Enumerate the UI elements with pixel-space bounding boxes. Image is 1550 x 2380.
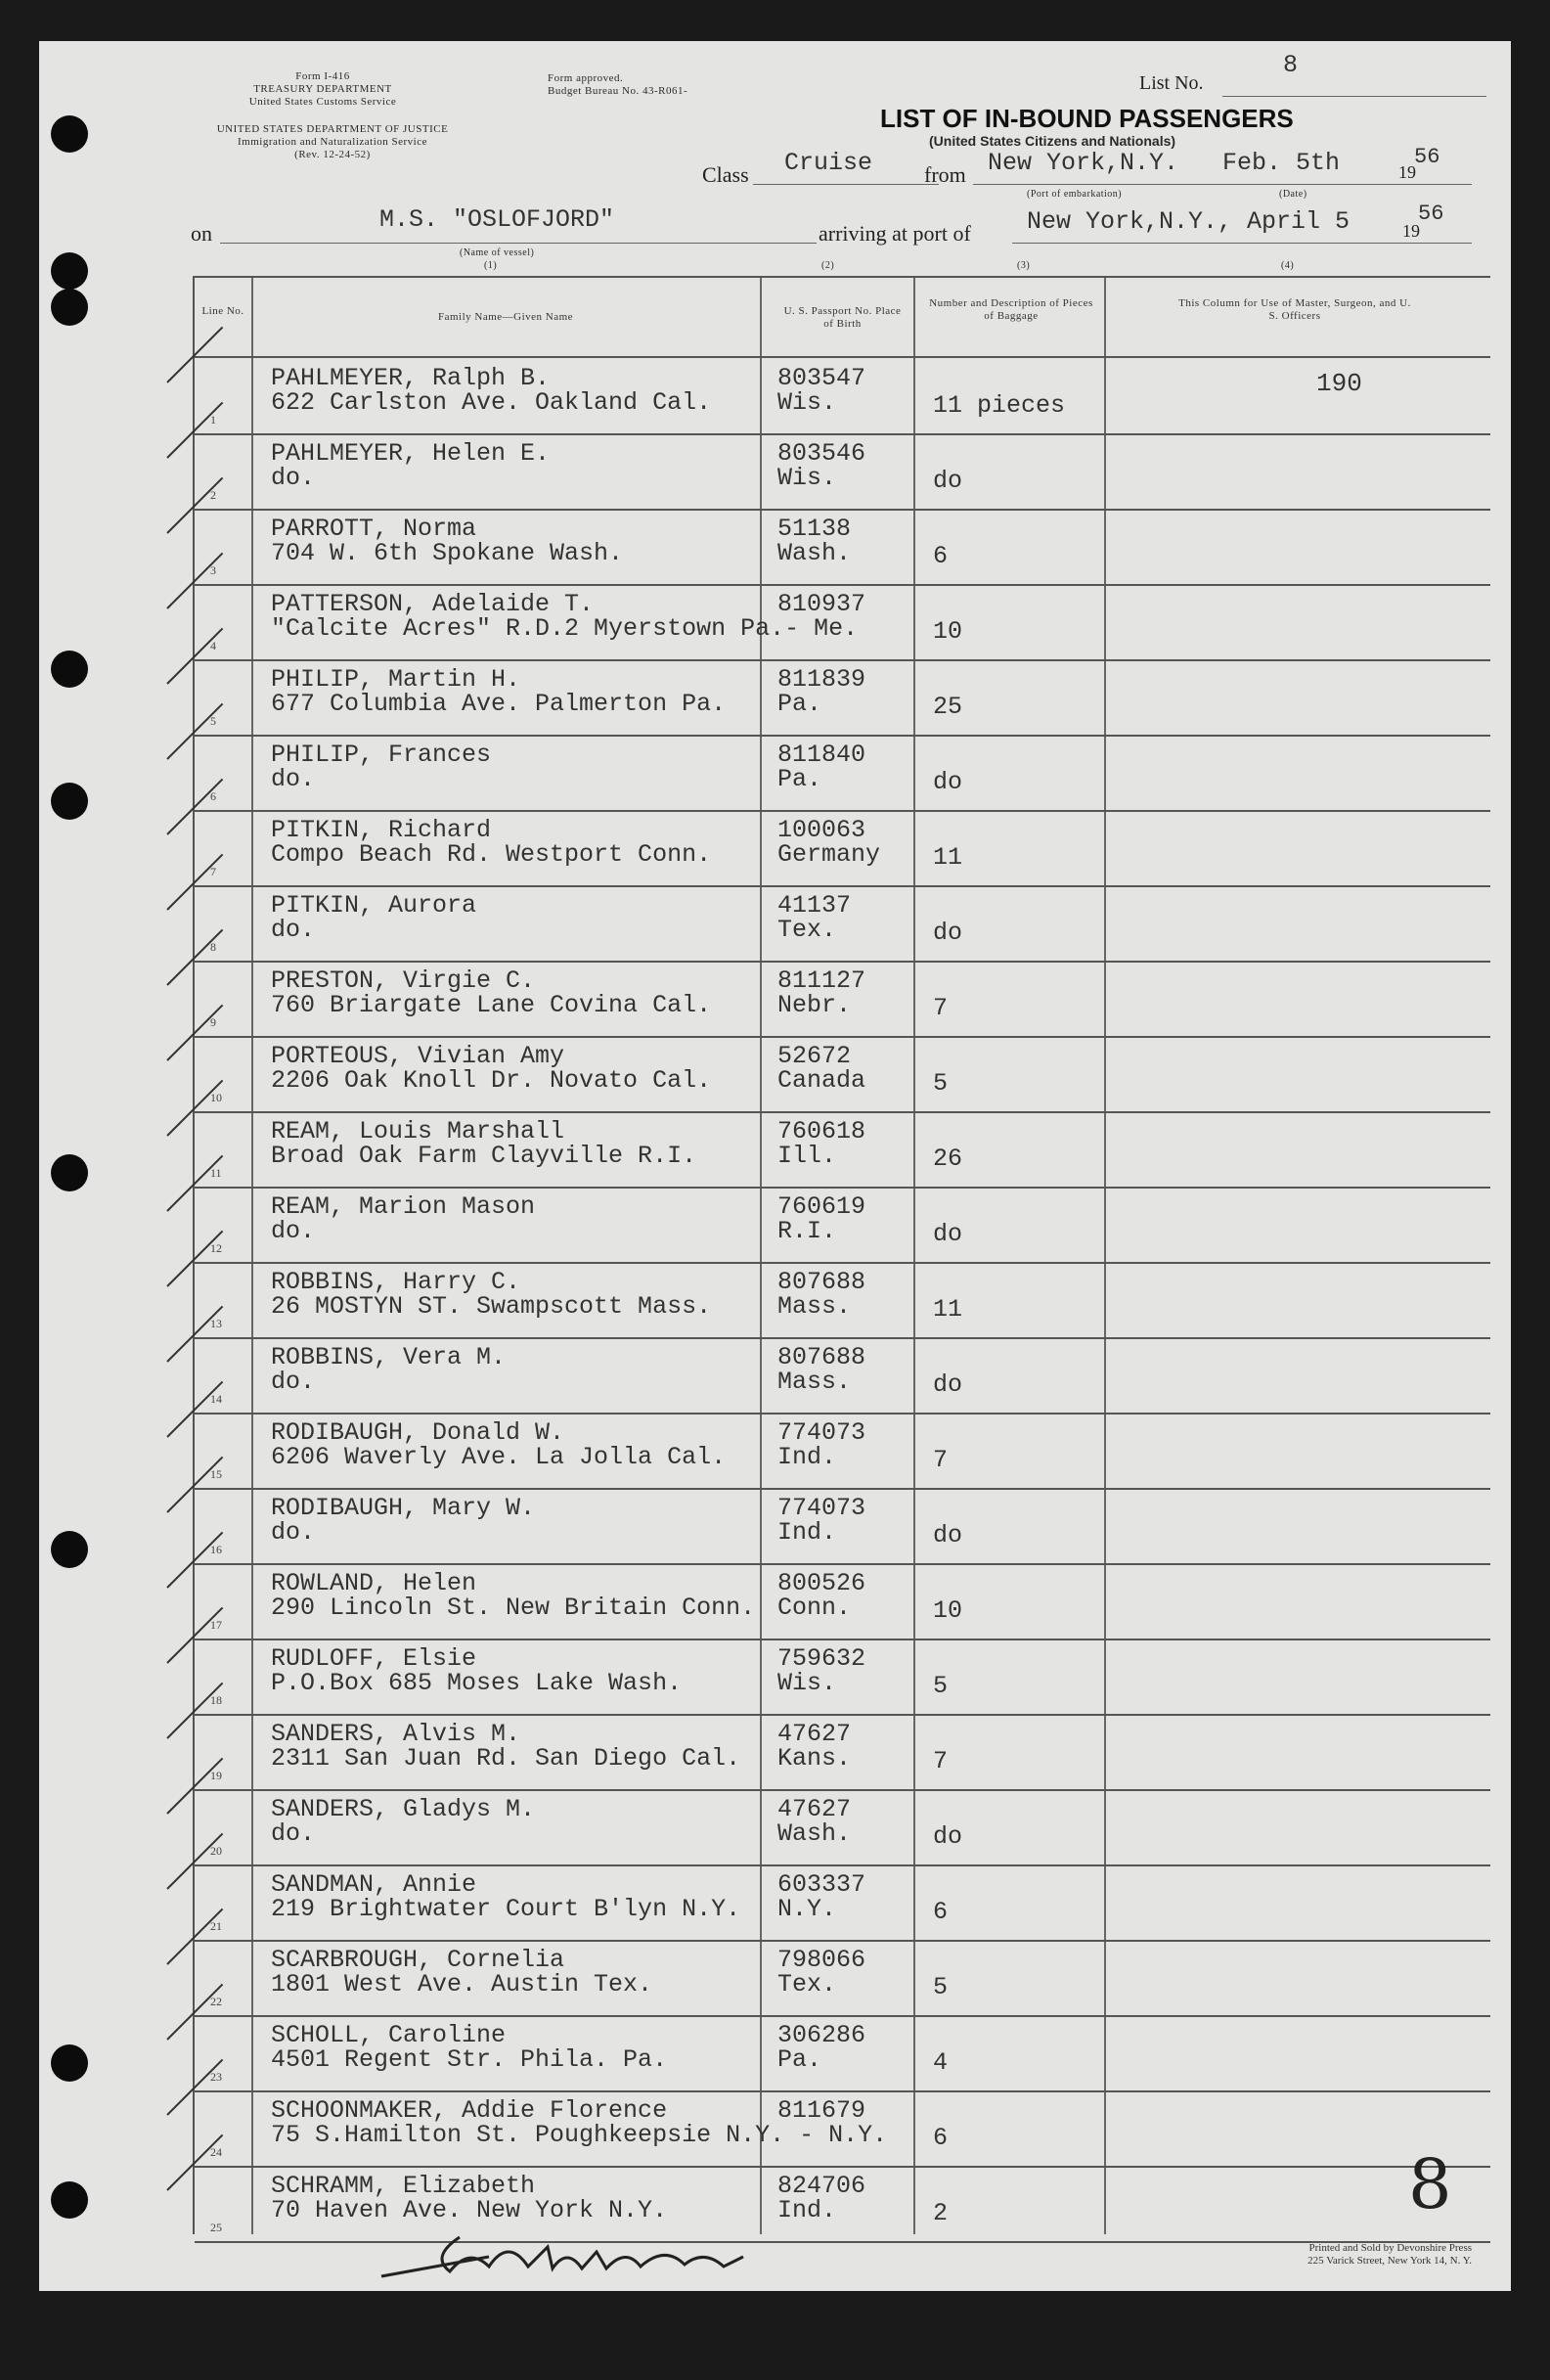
- year1-prefix: 19: [1398, 162, 1416, 182]
- line-number: 18: [210, 1693, 222, 1707]
- port-embark-caption: (Port of embarkation): [1027, 189, 1123, 200]
- class-value: Cruise: [784, 149, 873, 177]
- table-row: [195, 1714, 1490, 1791]
- baggage-count: 5: [933, 1672, 949, 1700]
- passport-number: 100063: [777, 816, 866, 844]
- passenger-address: do.: [271, 765, 316, 793]
- passenger-name: PORTEOUS, Vivian Amy: [271, 1042, 565, 1070]
- form-agency-block: [205, 70, 440, 109]
- departure-date: Feb. 5th: [1222, 149, 1341, 177]
- passenger-address: do.: [271, 1217, 316, 1245]
- passport-number: 47627: [777, 1795, 852, 1823]
- line-number: 20: [210, 1844, 222, 1858]
- place-of-birth: Wis.: [777, 464, 837, 492]
- passport-number: 807688: [777, 1343, 866, 1371]
- passenger-address: do.: [271, 916, 316, 944]
- passport-number: 810937: [777, 590, 866, 618]
- place-of-birth: Wis.: [777, 388, 837, 417]
- table-row: [195, 1864, 1490, 1942]
- table-row: [195, 509, 1490, 586]
- place-of-birth: Tex.: [777, 916, 837, 944]
- table-row: [195, 584, 1490, 661]
- baggage-count: do: [933, 1521, 963, 1549]
- baggage-count: 6: [933, 2124, 949, 2152]
- passport-number: 760619: [777, 1192, 866, 1221]
- year2: 56: [1418, 202, 1444, 226]
- line-number: 22: [210, 1995, 222, 2008]
- table-row: [195, 2015, 1490, 2092]
- passport-number: 807688: [777, 1268, 866, 1296]
- table-row: [195, 1940, 1490, 2017]
- place-of-birth: Ind.: [777, 1443, 837, 1471]
- passenger-name: SANDERS, Gladys M.: [271, 1795, 536, 1823]
- passenger-name: REAM, Louis Marshall: [271, 1117, 565, 1145]
- passenger-address: 1801 West Ave. Austin Tex.: [271, 1970, 653, 1998]
- passport-number: 811127: [777, 966, 866, 995]
- line-number: 21: [210, 1919, 222, 1933]
- passenger-address: 219 Brightwater Court B'lyn N.Y.: [271, 1895, 741, 1923]
- passenger-address: 622 Carlston Ave. Oakland Cal.: [271, 388, 712, 417]
- passport-number: 803547: [777, 364, 866, 392]
- on-label: on: [191, 221, 212, 246]
- place-of-birth: Conn.: [777, 1594, 852, 1622]
- baggage-count: 10: [933, 1596, 963, 1625]
- form-number: Form I-416: [295, 70, 350, 82]
- table-row: [195, 1413, 1490, 1490]
- class-label: Class: [702, 162, 749, 187]
- baggage-count: do: [933, 1822, 963, 1851]
- customs-service: United States Customs Service: [248, 96, 397, 108]
- table-row: [195, 1639, 1490, 1716]
- printer-line2: 225 Varick Street, New York 14, N. Y.: [1307, 2255, 1472, 2267]
- baggage-count: 2: [933, 2199, 949, 2227]
- baggage-count: 6: [933, 542, 949, 570]
- passport-number: 41137: [777, 891, 852, 920]
- from-line: [973, 184, 1472, 185]
- from-port: New York,N.Y.: [988, 149, 1179, 177]
- manifest-sheet: [39, 41, 1511, 2291]
- line-number: 8: [210, 940, 216, 954]
- place-of-birth: Pa.: [777, 2045, 822, 2074]
- passenger-name: ROBBINS, Vera M.: [271, 1343, 507, 1371]
- passenger-name: REAM, Marion Mason: [271, 1192, 536, 1221]
- baggage-count: 7: [933, 1446, 949, 1474]
- passport-number: 759632: [777, 1644, 866, 1673]
- margin-note: 8: [1408, 2144, 1452, 2224]
- col1-marker: (1): [484, 260, 498, 271]
- line-number: 24: [210, 2145, 222, 2159]
- passenger-name: PAHLMEYER, Helen E.: [271, 439, 551, 468]
- passenger-name: RUDLOFF, Elsie: [271, 1644, 477, 1673]
- passenger-address: 26 MOSTYN ST. Swampscott Mass.: [271, 1292, 712, 1321]
- passenger-address: do.: [271, 1819, 316, 1848]
- col3-marker: (3): [1017, 260, 1031, 271]
- passenger-name: ROWLAND, Helen: [271, 1569, 477, 1597]
- passenger-name: RODIBAUGH, Donald W.: [271, 1418, 565, 1447]
- line-number: 11: [210, 1166, 222, 1180]
- passport-number: 603337: [777, 1870, 866, 1899]
- line-number: 4: [210, 639, 216, 652]
- passenger-name: SCHOLL, Caroline: [271, 2021, 507, 2049]
- line-number: 13: [210, 1317, 222, 1330]
- header-officers: This Column for Use of Master, Surgeon, and U. S. Officers: [1178, 297, 1411, 322]
- treasury-dept: TREASURY DEPARTMENT: [253, 83, 392, 95]
- list-no-label: List No.: [1139, 72, 1204, 94]
- revision: (Rev. 12-24-52): [294, 149, 371, 160]
- table-row: [195, 1563, 1490, 1640]
- punch-hole: [51, 1154, 88, 1191]
- place-of-birth: Pa.: [777, 690, 822, 718]
- punch-hole: [51, 252, 88, 290]
- place-of-birth: R.I.: [777, 1217, 837, 1245]
- passenger-address: 4501 Regent Str. Phila. Pa.: [271, 2045, 668, 2074]
- passenger-name: PATTERSON, Adelaide T.: [271, 590, 595, 618]
- line-number: 9: [210, 1015, 216, 1029]
- passport-number: 803546: [777, 439, 866, 468]
- place-of-birth: Wash.: [777, 1819, 852, 1848]
- line-number: 5: [210, 714, 216, 728]
- passport-number: 47627: [777, 1720, 852, 1748]
- baggage-count: do: [933, 919, 963, 947]
- place-of-birth: Mass.: [777, 1292, 852, 1321]
- form-approved: Form approved.: [548, 72, 624, 84]
- baggage-count: 11: [933, 843, 963, 872]
- place-of-birth: Canada: [777, 1066, 866, 1095]
- baggage-count: do: [933, 1220, 963, 1248]
- table-row: [195, 659, 1490, 737]
- vessel-line: [220, 243, 817, 244]
- place-of-birth: N.Y.: [777, 1895, 837, 1923]
- page-subtitle: (United States Citizens and Nationals): [929, 133, 1176, 149]
- arriving-label: arriving at port of: [819, 221, 971, 246]
- year1: 56: [1414, 145, 1440, 169]
- passenger-name: PARROTT, Norma: [271, 515, 477, 543]
- passenger-name: SANDERS, Alvis M.: [271, 1720, 521, 1748]
- passport-number: 811840: [777, 741, 866, 769]
- place-of-birth: Tex.: [777, 1970, 837, 1998]
- place-of-birth: Mass.: [777, 1368, 852, 1396]
- passenger-address: "Calcite Acres" R.D.2 Myerstown Pa.- Me.: [271, 614, 859, 643]
- passenger-address: 6206 Waverly Ave. La Jolla Cal.: [271, 1443, 727, 1471]
- col4-marker: (4): [1281, 260, 1295, 271]
- line-number: 23: [210, 2070, 222, 2084]
- passenger-table: [193, 276, 1490, 2234]
- line-number: 2: [210, 488, 216, 502]
- table-row: [195, 1789, 1490, 1866]
- passport-number: 774073: [777, 1418, 866, 1447]
- passenger-name: PITKIN, Richard: [271, 816, 492, 844]
- passenger-name: SCHOONMAKER, Addie Florence: [271, 2096, 668, 2125]
- line-number: 6: [210, 789, 216, 803]
- baggage-count: 6: [933, 1898, 949, 1926]
- date-caption: (Date): [1279, 189, 1307, 200]
- line-number: 3: [210, 563, 216, 577]
- arrival-port-date: New York,N.Y., April 5: [1027, 207, 1351, 236]
- punch-hole: [51, 1531, 88, 1568]
- passenger-address: 2206 Oak Knoll Dr. Novato Cal.: [271, 1066, 712, 1095]
- passenger-address: do.: [271, 464, 316, 492]
- list-no-value: 8: [1283, 51, 1299, 79]
- place-of-birth: Germany: [777, 840, 881, 869]
- list-no-line: [1222, 96, 1486, 97]
- passport-number: 306286: [777, 2021, 866, 2049]
- passenger-address: 75 S.Hamilton St. Poughkeepsie N.Y. - N.Y.: [271, 2121, 888, 2149]
- passenger-name: RODIBAUGH, Mary W.: [271, 1494, 536, 1522]
- passport-number: 811839: [777, 665, 866, 694]
- passenger-address: do.: [271, 1518, 316, 1547]
- passenger-name: PHILIP, Martin H.: [271, 665, 521, 694]
- printer-line1: Printed and Sold by Devonshire Press: [1308, 2242, 1472, 2254]
- table-row: [195, 735, 1490, 812]
- baggage-count: do: [933, 467, 963, 495]
- punch-hole: [51, 783, 88, 820]
- passenger-address: 70 Haven Ave. New York N.Y.: [271, 2196, 668, 2224]
- punch-hole: [51, 2181, 88, 2219]
- place-of-birth: Ill.: [777, 1142, 837, 1170]
- table-row: [195, 1262, 1490, 1339]
- passport-number: 52672: [777, 1042, 852, 1070]
- header-name: Family Name—Given Name: [437, 311, 574, 323]
- col2-marker: (2): [821, 260, 835, 271]
- approval-block: [548, 72, 687, 98]
- line-number: 25: [210, 2221, 222, 2234]
- baggage-count: do: [933, 1370, 963, 1399]
- passport-number: 824706: [777, 2172, 866, 2200]
- baggage-count: 11: [933, 1295, 963, 1324]
- ins: Immigration and Naturalization Service: [237, 136, 428, 148]
- passenger-address: 2311 San Juan Rd. San Diego Cal.: [271, 1744, 741, 1773]
- baggage-count: 10: [933, 617, 963, 646]
- header-passport: U. S. Passport No. Place of Birth: [783, 305, 902, 330]
- passenger-name: PAHLMEYER, Ralph B.: [271, 364, 551, 392]
- officer-note: 190: [1316, 369, 1362, 398]
- line-number: 1: [210, 413, 216, 427]
- table-row: [195, 885, 1490, 963]
- baggage-count: 11 pieces: [933, 391, 1066, 420]
- table-row: [195, 358, 1490, 435]
- passenger-name: PHILIP, Frances: [271, 741, 492, 769]
- passenger-name: PRESTON, Virgie C.: [271, 966, 536, 995]
- line-number: 19: [210, 1769, 222, 1782]
- line-number: 17: [210, 1618, 222, 1632]
- passenger-address: 704 W. 6th Spokane Wash.: [271, 539, 624, 567]
- table-row: [195, 810, 1490, 887]
- place-of-birth: Nebr.: [777, 991, 852, 1019]
- punch-hole: [51, 115, 88, 153]
- passenger-address: Compo Beach Rd. Westport Conn.: [271, 840, 712, 869]
- passenger-name: PITKIN, Aurora: [271, 891, 477, 920]
- line-number: 15: [210, 1467, 222, 1481]
- header-baggage: Number and Description of Pieces of Baggage: [929, 297, 1093, 322]
- punch-hole: [51, 651, 88, 688]
- table-row: [195, 2090, 1490, 2168]
- passport-number: 774073: [777, 1494, 866, 1522]
- place-of-birth: Ind.: [777, 1518, 837, 1547]
- punch-hole: [51, 2044, 88, 2082]
- vessel-name: M.S. "OSLOFJORD": [379, 205, 615, 234]
- passenger-address: P.O.Box 685 Moses Lake Wash.: [271, 1669, 683, 1697]
- passenger-name: SCHRAMM, Elizabeth: [271, 2172, 536, 2200]
- baggage-count: 7: [933, 994, 949, 1022]
- table-row: [195, 961, 1490, 1038]
- passenger-address: Broad Oak Farm Clayville R.I.: [271, 1142, 697, 1170]
- table-row: [195, 1337, 1490, 1415]
- justice-dept: UNITED STATES DEPARTMENT OF JUSTICE: [216, 123, 449, 135]
- baggage-count: 7: [933, 1747, 949, 1775]
- baggage-count: 26: [933, 1145, 963, 1173]
- line-number: 16: [210, 1543, 222, 1556]
- arrival-line: [1012, 243, 1472, 244]
- passport-number: 800526: [777, 1569, 866, 1597]
- page-title: LIST OF IN-BOUND PASSENGERS: [880, 104, 1294, 133]
- table-row: [195, 1488, 1490, 1565]
- place-of-birth: Pa.: [777, 765, 822, 793]
- passport-number: 798066: [777, 1946, 866, 1974]
- vessel-caption: (Name of vessel): [460, 247, 535, 258]
- baggage-count: 25: [933, 693, 963, 721]
- line-number: 14: [210, 1392, 222, 1406]
- passenger-name: SCARBROUGH, Cornelia: [271, 1946, 565, 1974]
- table-row: [195, 1036, 1490, 1113]
- passenger-address: 760 Briargate Lane Covina Cal.: [271, 991, 712, 1019]
- place-of-birth: Ind.: [777, 2196, 837, 2224]
- place-of-birth: Kans.: [777, 1744, 852, 1773]
- class-line: [753, 184, 939, 185]
- line-number: 7: [210, 865, 216, 878]
- baggage-count: 5: [933, 1069, 949, 1098]
- from-label: from: [924, 162, 966, 187]
- table-row: [195, 1111, 1490, 1189]
- baggage-count: 5: [933, 1973, 949, 2001]
- passenger-address: do.: [271, 1368, 316, 1396]
- baggage-count: do: [933, 768, 963, 796]
- header-line-no: Line No.: [201, 305, 244, 317]
- place-of-birth: Wis.: [777, 1669, 837, 1697]
- punch-hole: [51, 289, 88, 326]
- place-of-birth: Wash.: [777, 539, 852, 567]
- passenger-name: ROBBINS, Harry C.: [271, 1268, 521, 1296]
- passport-number: 811679: [777, 2096, 866, 2125]
- justice-block: [186, 123, 479, 161]
- year2-prefix: 19: [1402, 221, 1420, 241]
- printer-imprint: [1174, 2242, 1472, 2268]
- passport-number: 760618: [777, 1117, 866, 1145]
- passport-number: 51138: [777, 515, 852, 543]
- passenger-address: 290 Lincoln St. New Britain Conn.: [271, 1594, 756, 1622]
- line-number: 12: [210, 1241, 222, 1255]
- table-row: [195, 433, 1490, 511]
- budget-bureau: Budget Bureau No. 43-R061-: [548, 85, 688, 97]
- baggage-count: 4: [933, 2048, 949, 2077]
- passenger-address: 677 Columbia Ave. Palmerton Pa.: [271, 690, 727, 718]
- officer-signature: [372, 2218, 812, 2286]
- passenger-name: SANDMAN, Annie: [271, 1870, 477, 1899]
- table-row: [195, 1187, 1490, 1264]
- line-number: 10: [210, 1091, 222, 1104]
